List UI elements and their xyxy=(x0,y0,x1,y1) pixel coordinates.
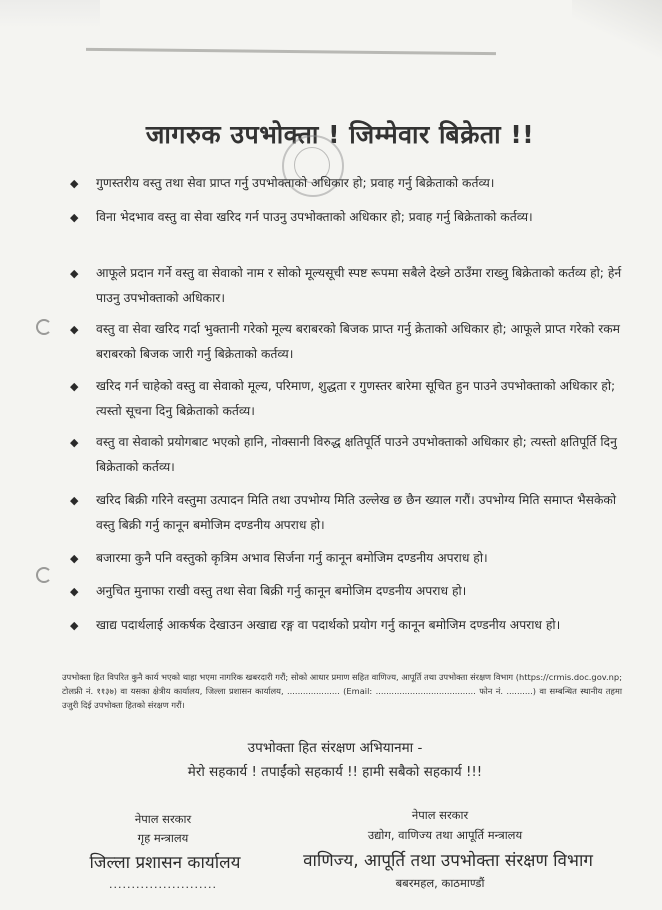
diamond-bullet-icon: ◆ xyxy=(70,177,79,190)
left-sig-office: जिल्ला प्रशासन कार्यालय xyxy=(89,853,241,873)
diamond-bullet-icon: ◆ xyxy=(70,436,79,449)
left-sig-gov: नेपाल सरकार xyxy=(134,812,192,826)
campaign-line-2: मेरो सहकार्य ! तपाईंको सहकार्य !! हामी सबैको सहकार्य !!! xyxy=(187,764,483,780)
right-sig-gov: नेपाल सरकार xyxy=(411,808,469,822)
list-item: ◆ बजारमा कुनै पनि वस्तुको कृत्रिम अभाव सिर्जना गर्नु कानून बमोजिम दण्डनीय अपराध हो। xyxy=(70,546,625,571)
list-item: ◆ खरिद गर्न चाहेको वस्तु वा सेवाको मूल्य, परिमाण, शुद्धता र गुणस्तर बारेमा सूचित हुन पाउने उपभोक्ताको अधिकार हो; त्यस्तो सूचना दिनु बिक्रेताको कर्तव्य। xyxy=(70,374,625,424)
page-curl-right xyxy=(572,0,662,60)
diamond-bullet-icon: ◆ xyxy=(70,267,79,280)
list-item: ◆ गुणस्तरीय वस्तु तथा सेवा प्राप्त गर्नु उपभोक्ताको अधिकार हो; प्रवाह गर्नु बिक्रेताको कर्तव्य। xyxy=(70,171,625,196)
right-sig-place: बबरमहल, काठमाण्डौं xyxy=(395,876,485,890)
diamond-bullet-icon: ◆ xyxy=(70,494,79,507)
list-item: ◆ वस्तु वा सेवा खरिद गर्दा भुक्तानी गरेको मूल्य बराबरको बिजक प्राप्त गर्नु क्रेताको अधिकार हो; आफूले प्राप्त गरेको रकम बराबरको बिजक जारी गर्नु बिक्रेताको कर्तव्य। xyxy=(70,317,625,367)
page-curl-left xyxy=(0,0,100,28)
list-item: ◆ अनुचित मुनाफा राखी वस्तु तथा सेवा बिक्री गर्नु कानून बमोजिम दण्डनीय अपराध हो। xyxy=(70,579,625,604)
diamond-bullet-icon: ◆ xyxy=(70,619,79,632)
left-sig-place: ........................ xyxy=(109,878,217,891)
right-sig-office: वाणिज्य, आपूर्ति तथा उपभोक्ता संरक्षण विभाग xyxy=(303,851,593,871)
list-item: ◆ विना भेदभाव वस्तु वा सेवा खरिद गर्न पाउनु उपभोक्ताको अधिकार हो; प्रवाह गर्नु बिक्रेताको कर्तव्य। xyxy=(70,205,625,230)
diamond-bullet-icon: ◆ xyxy=(70,552,79,565)
diamond-bullet-icon: ◆ xyxy=(70,380,79,393)
left-sig-ministry: गृह मन्त्रालय xyxy=(137,831,189,845)
list-item: ◆ आफूले प्रदान गर्ने वस्तु वा सेवाको नाम र सोको मूल्यसूची स्पष्ट रूपमा सबैले देख्ने ठाउँमा राख्नु बिक्रेताको कर्तव्य हो; हेर्न पाउनु उपभोक्ताको अधिकार। xyxy=(70,261,625,311)
notice-title: जागरुक उपभोक्ता ! जिम्मेवार बिक्रेता !! xyxy=(145,120,535,149)
list-item: ◆ खरिद बिक्री गरिने वस्तुमा उत्पादन मिति तथा उपभोग्य मिति उल्लेख छ छैन ख्याल गरौं। उपभोग्य मिति समाप्त भैसकेको वस्तु बिक्री गर्नु कानून बमोजिम दण्डनीय अपराध हो। xyxy=(70,488,625,538)
punch-hole-top xyxy=(36,319,52,335)
scan-edge-line xyxy=(86,48,496,55)
list-item: ◆ वस्तु वा सेवाको प्रयोगबाट भएको हानि, नोक्सानी विरुद्ध क्षतिपूर्ति पाउने उपभोक्ताको अधिकार हो; त्यस्तो क्षतिपूर्ति दिनु बिक्रेताको कर्तव्य। xyxy=(70,430,625,480)
complaint-notice: उपभोक्ता हित विपरित कुनै कार्य भएको थाहा भएमा नागरिक खबरदारी गरौं; सोको आधार प्रमाण सहित वाणिज्य, आपूर्ति तथा उपभोक्ता संरक्षण विभाग (https://crmis.doc.gov.np; टोलफ्री नं. ११३७) वा यसका क्षेत्रीय कार्यालय, जिल्ला प्रशासन कार्यालय, .................... (Email: ...................................... फोन नं. ..........) वा सम्बन्धित स्थानीय तहमा उजुरी दिई उपभोक्ता हितको संरक्षण गरौं। xyxy=(62,672,622,710)
diamond-bullet-icon: ◆ xyxy=(70,211,79,224)
diamond-bullet-icon: ◆ xyxy=(70,323,79,336)
diamond-bullet-icon: ◆ xyxy=(70,585,79,598)
punch-hole-bottom xyxy=(36,567,52,583)
right-sig-ministry: उद्योग, वाणिज्य तथा आपूर्ति मन्त्रालय xyxy=(367,828,523,842)
campaign-line-1: उपभोक्ता हित संरक्षण अभियानमा - xyxy=(247,740,423,756)
list-item: ◆ खाद्य पदार्थलाई आकर्षक देखाउन अखाद्य रङ्ग वा पदार्थको प्रयोग गर्नु कानून बमोजिम दण्डनीय अपराध हो। xyxy=(70,613,625,638)
